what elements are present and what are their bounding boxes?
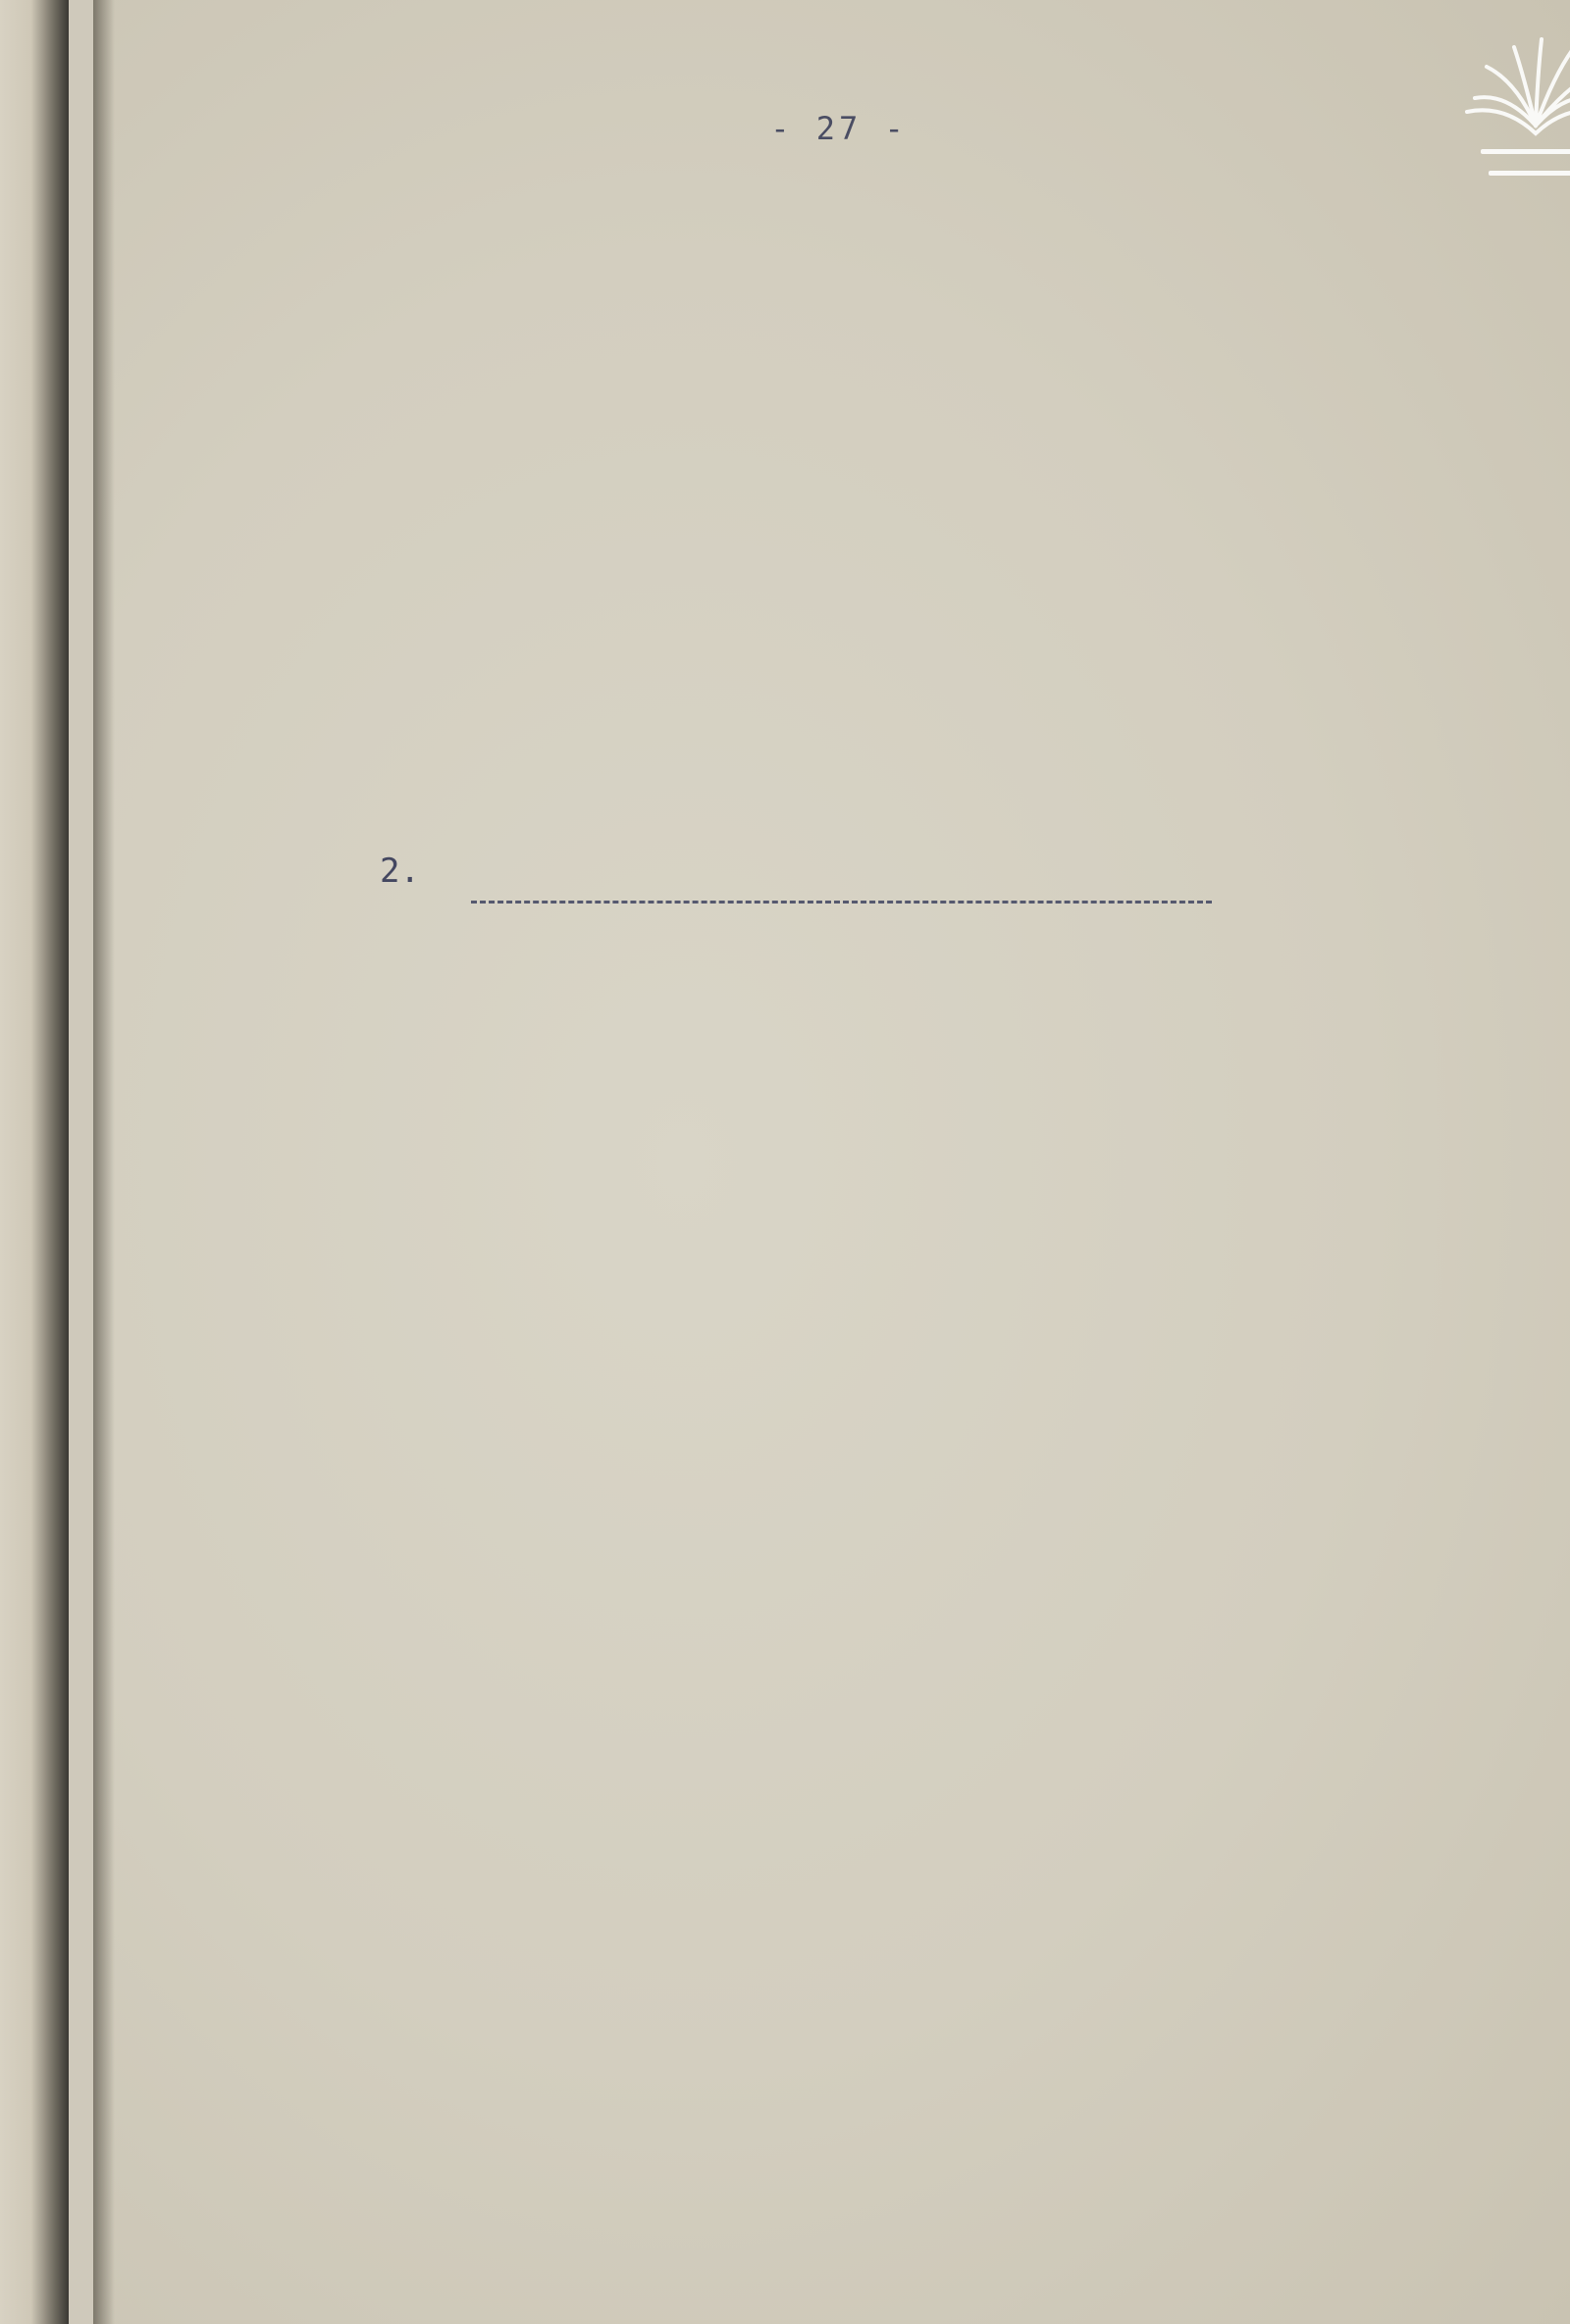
section-number: 2. xyxy=(380,852,420,891)
page-number: - 27 - xyxy=(770,110,908,147)
library-logo-icon xyxy=(1438,27,1570,194)
document-page xyxy=(93,0,1570,2324)
section-heading-underline xyxy=(471,901,1212,904)
page-binding xyxy=(0,0,69,2324)
